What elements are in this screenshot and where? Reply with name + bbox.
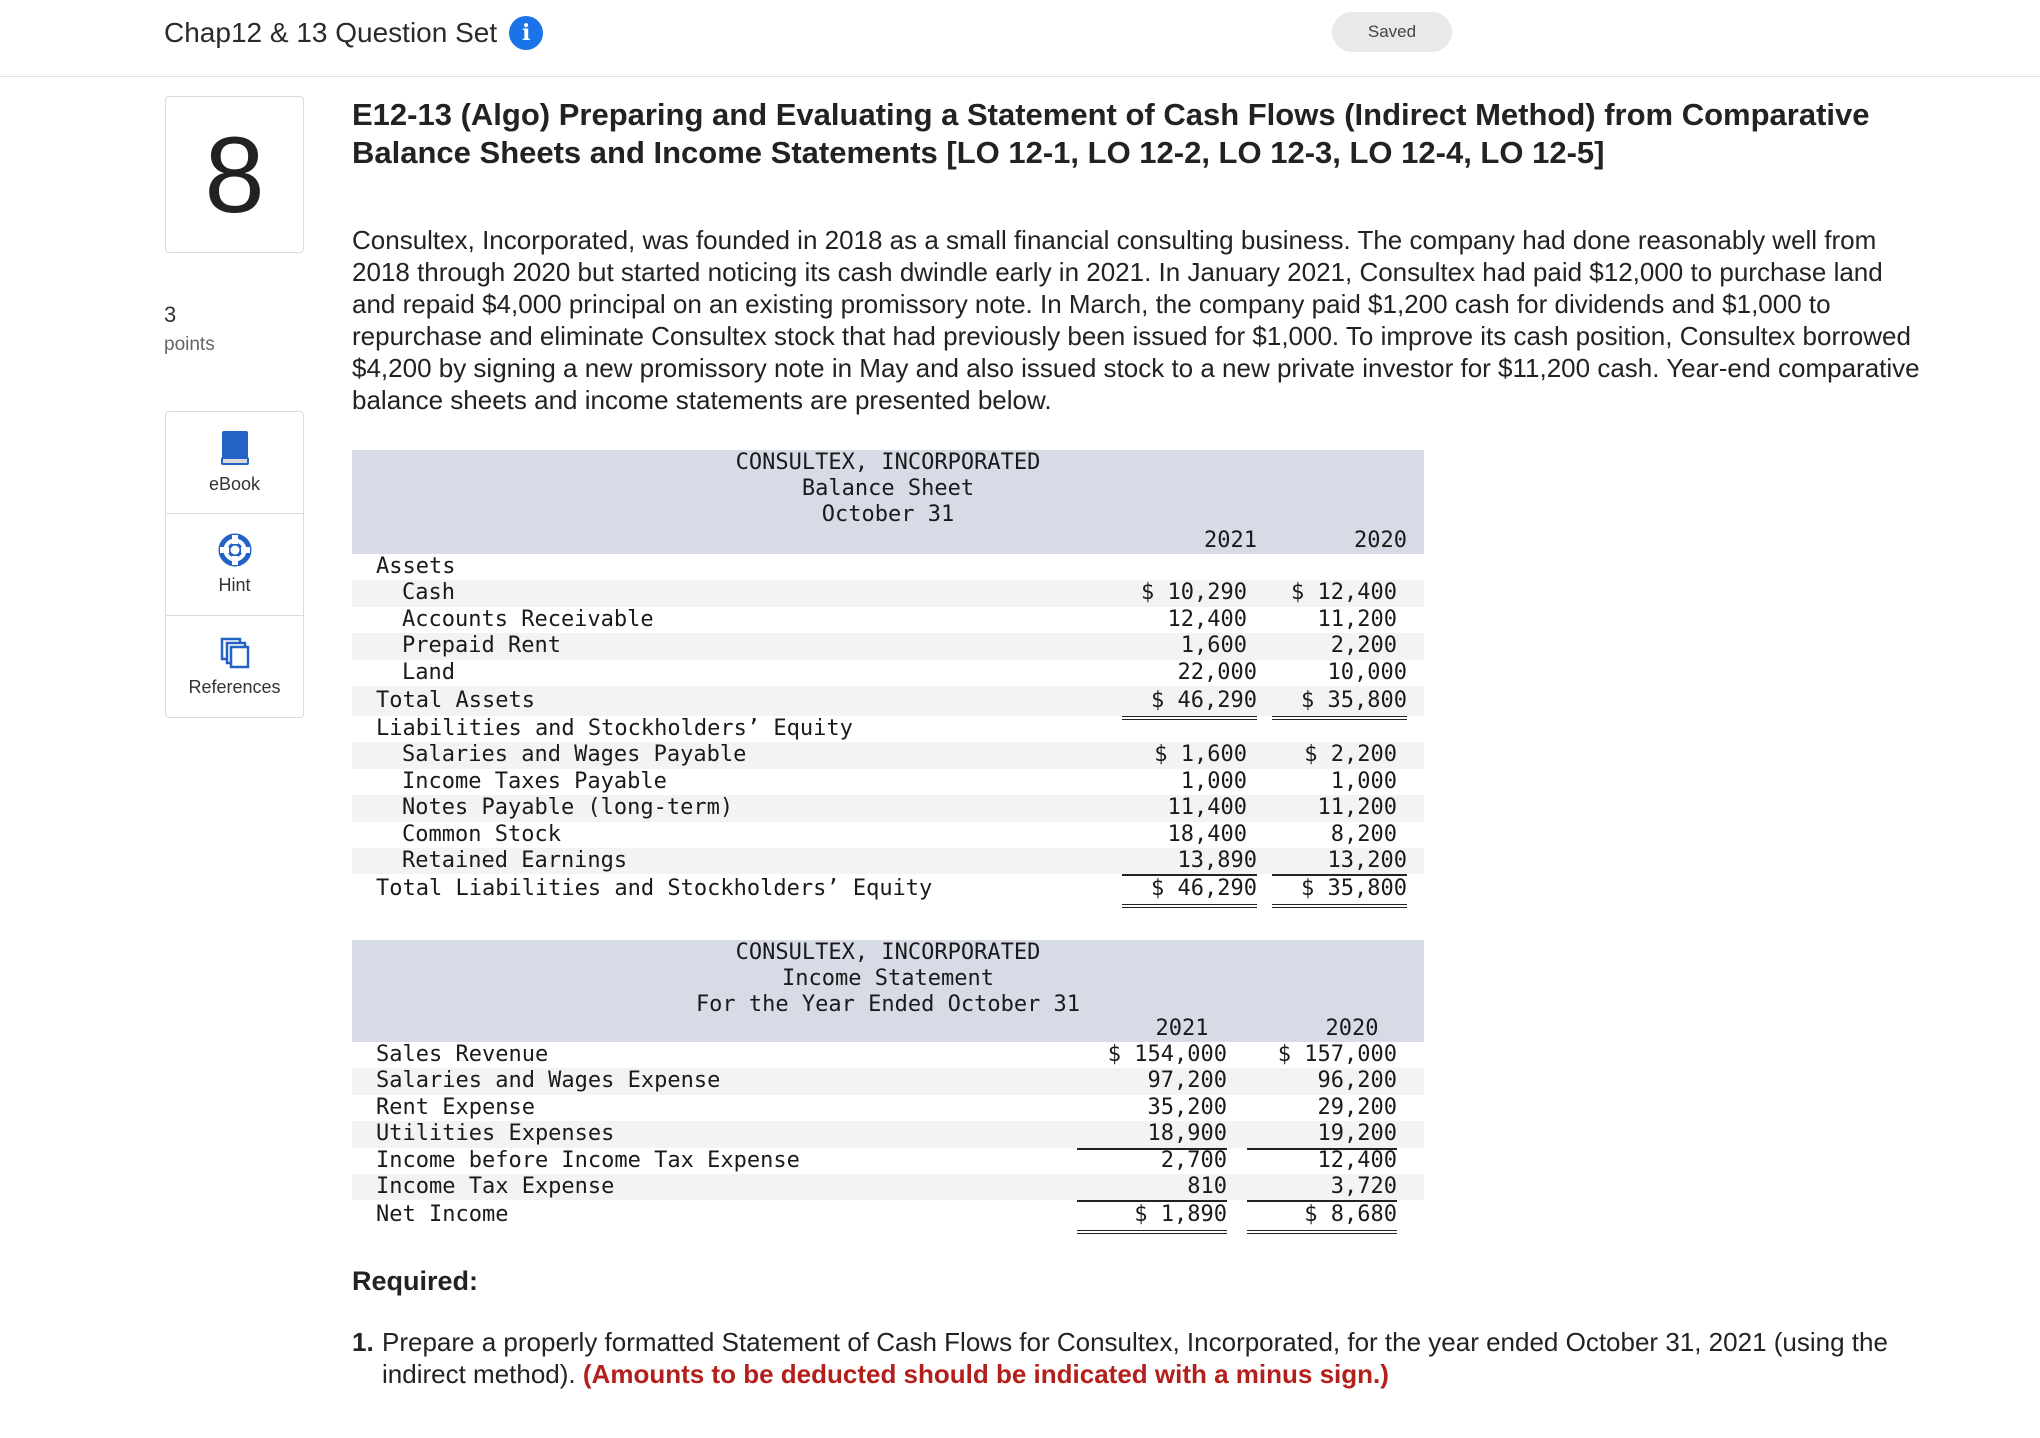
table-row bbox=[352, 874, 1424, 904]
row-label: Prepaid Rent bbox=[402, 633, 561, 659]
income-statement-year1: 2021 bbox=[1155, 1016, 1209, 1041]
row-value-2021: $ 46,290 bbox=[1122, 686, 1257, 720]
references-button[interactable] bbox=[166, 616, 303, 718]
table-row bbox=[352, 716, 1424, 742]
row-value-2021: 810 bbox=[1077, 1174, 1227, 1202]
hint-label: Hint bbox=[218, 575, 251, 595]
row-value-2020: 10,000 bbox=[1272, 660, 1407, 688]
row-value-2020: 29,200 bbox=[1317, 1094, 1397, 1120]
table-row bbox=[352, 1121, 1424, 1147]
row-label: Total Liabilities and Stockholders’ Equity bbox=[376, 876, 933, 902]
table-row bbox=[352, 1174, 1424, 1200]
row-value-2021: $ 46,290 bbox=[1122, 874, 1257, 908]
row-label: Salaries and Wages Payable bbox=[402, 742, 747, 768]
row-value-2020: $ 8,680 bbox=[1247, 1200, 1397, 1234]
row-value-2021: $ 154,000 bbox=[1107, 1042, 1227, 1067]
required-item-note: (Amounts to be deducted should be indicated with a minus sign.) bbox=[582, 1359, 1389, 1389]
row-value-2020: 19,200 bbox=[1247, 1121, 1397, 1149]
question-body: Consultex, Incorporated, was founded in 2018 as a small financial consulting business. The company had done reasonably well from 2018 through 2020 but started noticing its cash dwindle early in 2021. In January 2021, Consultex had paid $12,000 to purchase land and repaid $4,000 principal on an existing promissory note. In March, the company paid $1,200 cash for dividends and $1,000 to repurchase and eliminate Consultex stock that had previously been issued for $1,000. To improve its cash position, Consultex borrowed $4,200 by signing a new promissory note in May and also issued stock to a new private investor for $11,200 cash. Year-end comparative balance sheets and income statements are presented below. bbox=[352, 225, 1920, 415]
question-content bbox=[352, 96, 1932, 416]
row-value-2020: 1,000 bbox=[1330, 768, 1397, 794]
ebook-button[interactable] bbox=[166, 412, 303, 514]
row-label: Accounts Receivable bbox=[402, 606, 654, 632]
row-value-2021: 12,400 bbox=[1167, 606, 1247, 632]
ebook-label: eBook bbox=[208, 474, 261, 494]
row-value-2021: $ 10,290 bbox=[1141, 580, 1247, 606]
points-info bbox=[164, 300, 215, 360]
table-row bbox=[352, 848, 1424, 874]
table-row bbox=[352, 686, 1424, 716]
table-row bbox=[352, 660, 1424, 686]
row-label: Income Tax Expense bbox=[376, 1173, 615, 1199]
table-row bbox=[352, 607, 1424, 633]
row-value-2021: 18,400 bbox=[1167, 821, 1247, 847]
balance-sheet-company: CONSULTEX, INCORPORATED bbox=[735, 450, 1041, 475]
row-label: Rent Expense bbox=[376, 1094, 535, 1120]
row-value-2021: 1,000 bbox=[1180, 768, 1247, 794]
row-value-2020: 8,200 bbox=[1330, 821, 1397, 847]
row-value-2020: 3,720 bbox=[1247, 1174, 1397, 1202]
row-value-2020: 11,200 bbox=[1317, 606, 1397, 632]
row-label: Assets bbox=[376, 554, 456, 579]
row-value-2020: 13,200 bbox=[1272, 848, 1407, 876]
book-icon bbox=[220, 430, 250, 466]
row-label: Retained Earnings bbox=[402, 847, 628, 873]
required-heading: Required: bbox=[352, 1266, 479, 1296]
table-row bbox=[352, 1068, 1424, 1094]
balance-sheet-rows bbox=[352, 554, 1424, 904]
copy-icon bbox=[220, 637, 250, 669]
lifebuoy-icon bbox=[218, 533, 252, 567]
row-value-2020: $ 35,800 bbox=[1272, 874, 1407, 908]
row-value-2020: 2,200 bbox=[1330, 633, 1397, 659]
row-value-2021: 13,890 bbox=[1122, 848, 1257, 876]
row-value-2020: $ 2,200 bbox=[1304, 742, 1397, 768]
row-label: Sales Revenue bbox=[376, 1042, 549, 1067]
row-label: Income Taxes Payable bbox=[402, 768, 667, 794]
required-item-number: 1. bbox=[352, 1327, 374, 1357]
row-label: Utilities Expenses bbox=[376, 1121, 615, 1147]
income-statement-company: CONSULTEX, INCORPORATED bbox=[735, 940, 1041, 965]
table-row bbox=[352, 1095, 1424, 1121]
income-statement-rows bbox=[352, 1042, 1424, 1230]
points-value: 3 bbox=[164, 302, 177, 327]
table-row bbox=[352, 1148, 1424, 1174]
income-statement-name: Income Statement bbox=[782, 966, 994, 991]
table-row bbox=[352, 742, 1424, 768]
question-number: 8 bbox=[165, 96, 304, 253]
row-label: Income before Income Tax Expense bbox=[376, 1147, 800, 1173]
points-label: points bbox=[164, 334, 215, 355]
row-value-2021: 2,700 bbox=[1160, 1147, 1227, 1173]
row-value-2020: 12,400 bbox=[1317, 1147, 1397, 1173]
info-icon[interactable]: i bbox=[509, 16, 543, 50]
row-value-2021: 22,000 bbox=[1122, 660, 1257, 688]
row-value-2020: 11,200 bbox=[1317, 795, 1397, 821]
table-row bbox=[352, 822, 1424, 848]
balance-sheet-date: October 31 bbox=[821, 502, 955, 527]
row-label: Cash bbox=[402, 580, 455, 606]
row-value-2021: $ 1,890 bbox=[1077, 1200, 1227, 1234]
top-bar bbox=[0, 0, 2040, 77]
balance-sheet-year2: 2020 bbox=[1354, 528, 1407, 553]
balance-sheet-year1: 2021 bbox=[1204, 528, 1257, 553]
row-label: Net Income bbox=[376, 1202, 509, 1228]
row-value-2021: 97,200 bbox=[1147, 1068, 1227, 1094]
table-row bbox=[352, 1200, 1424, 1230]
income-statement-table bbox=[352, 940, 1424, 1230]
row-value-2021: 11,400 bbox=[1167, 795, 1247, 821]
balance-sheet-name: Balance Sheet bbox=[801, 476, 975, 501]
row-value-2020: $ 157,000 bbox=[1277, 1042, 1397, 1067]
row-value-2020: $ 35,800 bbox=[1272, 686, 1407, 720]
required-item-text: Prepare a properly formatted Statement of Cash Flows for Consultex, Incorporated, for the year ended October 31, 2021 (using the indirect method). bbox=[382, 1327, 1888, 1389]
references-label: References bbox=[188, 676, 281, 697]
table-row bbox=[352, 633, 1424, 659]
row-label: Salaries and Wages Expense bbox=[376, 1068, 721, 1094]
row-value-2021: 35,200 bbox=[1147, 1094, 1227, 1120]
row-label: Total Assets bbox=[376, 687, 535, 713]
question-title: E12-13 (Algo) Preparing and Evaluating a Statement of Cash Flows (Indirect Method) from Comparative Balance Sheets and Income Statements [LO 12-1, LO 12-2, LO 12-3, LO 12-4, LO 12-5] bbox=[352, 97, 1870, 170]
row-value-2021: $ 1,600 bbox=[1154, 742, 1247, 768]
row-value-2020: 96,200 bbox=[1317, 1068, 1397, 1094]
balance-sheet-table bbox=[352, 450, 1424, 904]
row-value-2021: 1,600 bbox=[1180, 633, 1247, 659]
saved-status-badge: Saved bbox=[1332, 12, 1452, 52]
hint-button[interactable] bbox=[166, 514, 303, 616]
required-item bbox=[352, 1326, 1932, 1390]
row-value-2021: 18,900 bbox=[1077, 1121, 1227, 1149]
row-label: Land bbox=[402, 659, 455, 685]
income-statement-year2: 2020 bbox=[1325, 1016, 1379, 1041]
table-row bbox=[352, 1042, 1424, 1068]
income-statement-period: For the Year Ended October 31 bbox=[695, 992, 1081, 1017]
assignment-title-text: Chap12 & 13 Question Set bbox=[164, 17, 498, 48]
income-statement-header bbox=[352, 940, 1424, 1042]
row-value-2020: $ 12,400 bbox=[1291, 580, 1397, 606]
tools-panel bbox=[165, 411, 304, 718]
balance-sheet-header bbox=[352, 450, 1424, 554]
table-row bbox=[352, 795, 1424, 821]
row-label: Common Stock bbox=[402, 821, 561, 847]
row-label: Notes Payable (long-term) bbox=[402, 795, 734, 821]
table-row bbox=[352, 554, 1424, 580]
row-label: Liabilities and Stockholders’ Equity bbox=[376, 715, 853, 741]
assignment-title bbox=[164, 16, 543, 50]
table-row bbox=[352, 769, 1424, 795]
table-row bbox=[352, 580, 1424, 606]
